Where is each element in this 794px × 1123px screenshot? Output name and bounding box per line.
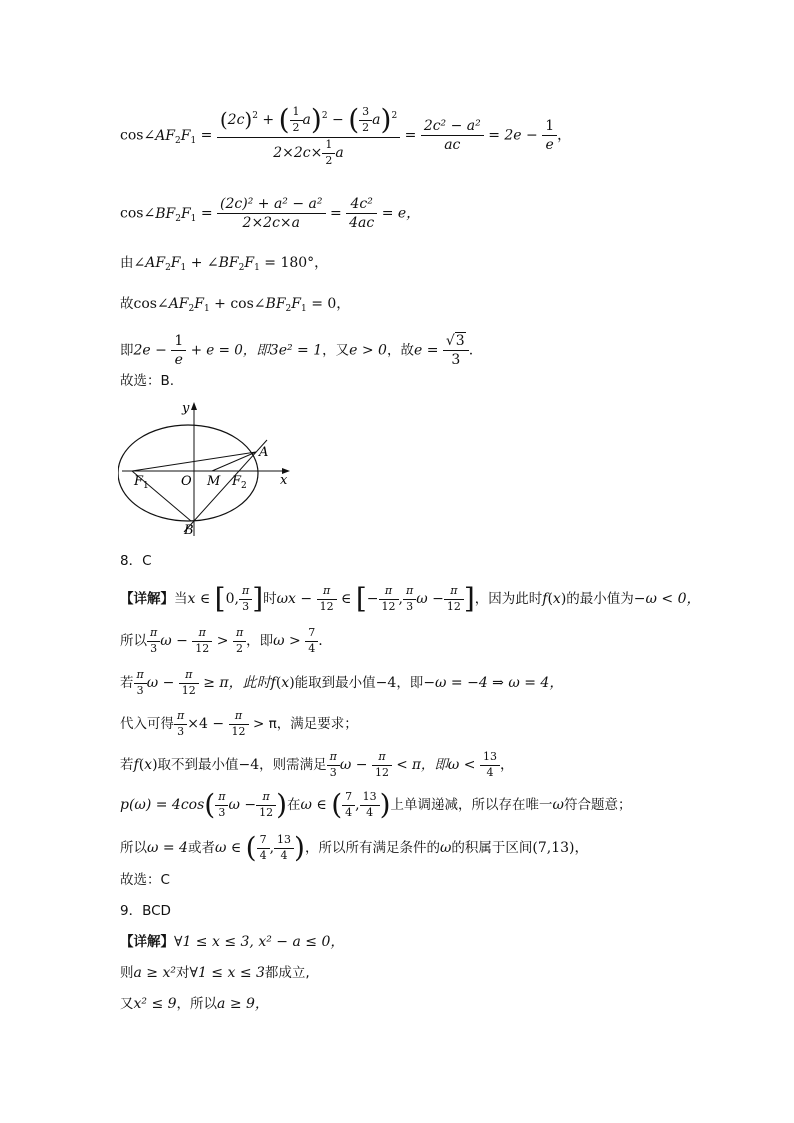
q9-l2c: 对 (176, 965, 190, 981)
cos-af-result (421, 118, 484, 153)
q8-l1d: 的最小值为 (566, 591, 634, 608)
den-text: 2×2c× (273, 145, 323, 162)
ellipse-figure (118, 398, 298, 538)
angle-sum-line: 由$\angle AF_2F_1$ + $\angle BF_2F_1 = 180^\circ$， (120, 255, 329, 273)
sqrt3-over-3: $\frac{√3}{3}$ (443, 333, 469, 368)
q8-line2: 所以 $\frac{\pi}{3}$ ω − $\frac{\pi}{12}$ > $\frac{\pi}{2}$ ，即ω > $\frac{7}{4}$ . (120, 626, 323, 655)
q8-detail-label: 【详解】 (120, 591, 174, 608)
cos-bf-result (346, 196, 377, 231)
cos-bf-res-num: 4c² (346, 196, 377, 214)
q8-l3f: −ω = −4 ⇒ ω = 4， (423, 675, 564, 692)
angle-name-bf2f1: $BF_2F_1$ (155, 205, 197, 224)
q9-l3c: ，所以 (176, 996, 218, 1012)
cos-bf-den: 2×2c×a (242, 215, 300, 232)
label-m: M (207, 474, 221, 489)
cos-bf-tail: = e， (381, 205, 421, 222)
result-tail: = 2e − (488, 127, 538, 144)
eq-mid3: ，又 (322, 342, 350, 359)
q8-l7e: 的积属于区间 (451, 840, 533, 857)
q8-l7f: (7,13)， (532, 840, 589, 857)
q8-l6a: p(ω) = 4cos (120, 797, 205, 814)
q8-line3: 若 $\frac{\pi}{3}$ ω − $\frac{\pi}{12}$ ≥ π，此时f(x)能取到最小值−4，即−ω = −4 ⇒ ω = 4， (120, 668, 564, 697)
q9-l2a: 则 (120, 965, 134, 981)
label-y: y (182, 401, 190, 416)
cos-sum-prefix: 故 (120, 296, 134, 312)
answer-8: 故选：C (120, 872, 170, 888)
q9-l2b: a ≥ x² (133, 965, 176, 981)
eq-prefix: 即 (120, 342, 134, 359)
q8-l7d: ，所以所有满足条件的 (304, 840, 440, 857)
q9-l3d: a ≥ 9， (217, 996, 269, 1012)
eq-mid4: e > 0 (349, 342, 387, 359)
result-num: 2c² − a² (421, 118, 484, 136)
label-f2: $F_2$ (232, 474, 247, 491)
q8-l6b: 在 (287, 797, 301, 814)
line-ab (184, 440, 267, 532)
q9-line2 (120, 966, 310, 981)
q9-line3 (120, 997, 269, 1012)
q8-l3c: 能取到最小值 (294, 675, 376, 692)
label-x: x (280, 473, 288, 488)
q8-l1c: ，因为此时 (474, 591, 543, 608)
cos-af-fraction: $(2c)^2$ + ( $\frac{1}{2}$ a)$^2$ − ( $\frac{3}{2}$ a)$^2$ 2×2c× $\frac{1}{2}$ a (217, 104, 400, 167)
q8-l5d: ，则需满足 (259, 757, 327, 774)
q8-line5: 若f(x)取不到最小值−4，则需满足 $\frac{\pi}{3}$ ω − $\frac{\pi}{12}$ < π，即ω < $\frac{13}{4}$ ， (120, 750, 514, 779)
formula-cos-bf2f1: $\cos\angle BF_2F_1$ = $\frac{\text{(2c)² + a² − a²}}{2\times 2c\times a}$ = $\frac{\text{4c²}}{4ac}$ = e， (120, 196, 421, 232)
q9-l2d: ∀1 ≤ x ≤ 3 (189, 965, 265, 981)
q8-l7a: 所以 (120, 840, 147, 857)
q8-line1: 【详解】当x ∈ [0, $\frac{\pi}{3}$ ]时ωx − $\frac{\pi}{12}$ ∈ [− $\frac{\pi}{12}$ , $\frac{\pi}{3}$ ω − $\frac{\pi}{12}$ ]，因为此时f(x)的最小值为−ω < 0， (120, 582, 701, 616)
q9-l3b: x² ≤ 9 (133, 996, 177, 1012)
q8-l1e: −ω < 0， (633, 591, 701, 608)
q9-l3a: 又 (120, 996, 134, 1012)
y-arrow (191, 402, 197, 410)
q8-l5b: 取不到最小值 (157, 757, 239, 774)
q8-l5a: 若 (120, 757, 134, 774)
q8-l3e: ，即 (396, 675, 424, 692)
q9-line1 (120, 935, 344, 950)
sum-prefix: 由 (120, 255, 134, 271)
eq-mid1: + e = 0，即 (190, 342, 270, 359)
q8-l3b: ≥ π，此时 (203, 675, 271, 692)
q9-l2e: 都成立, (264, 965, 310, 981)
label-o: O (181, 474, 192, 489)
q8-l2b: ，即 (246, 633, 274, 650)
eq-tail: e = (413, 342, 439, 359)
formula-cos-af2f1: $\cos\angle AF_2F_1$ = $(2c)^2$ + ( $\frac{1}{2}$ a)$^2$ − ( $\frac{3}{2}$ a)$^2$ 2×2c× $\frac{1}{2}$ a = $\frac{\text{2c² − a²}}{ac}$ = 2e − $\frac{1}{e}$ ， (120, 103, 572, 167)
q8-line6: p(ω) = 4cos( $\frac{\pi}{3}$ ω − $\frac{\pi}{12}$ )在ω ∈ ( $\frac{7}{4}$ , $\frac{13}{4}$ )上单调递减，所以存在唯一ω符合题意； (120, 788, 632, 822)
q8-l6c: 上单调递减，所以存在唯一 (390, 797, 553, 814)
eq-mid5: ，故 (386, 342, 414, 359)
segment-ma (212, 452, 256, 471)
q8-l1b: 时 (263, 591, 277, 608)
cos-label: cos∠ (120, 127, 156, 144)
eq-mid2: 3e² = 1 (269, 342, 323, 359)
label-b: B (184, 523, 194, 538)
cos-bf-res-den: 4ac (349, 215, 375, 232)
q8-line4: 代入可得 $\frac{\pi}{3}$ ×4 − $\frac{\pi}{12}$ > π，满足要求； (120, 709, 358, 738)
cos-bf-fraction (217, 196, 325, 231)
result-den: ac (444, 137, 461, 154)
cos-sum-line: 故$\cos\angle AF_2F_1$ + $\cos\angle BF_2F_1 = 0$， (120, 296, 351, 314)
q8-line7: 所以ω = 4或者ω ∈ ( $\frac{7}{4}$ , $\frac{13}{4}$ )，所以所有满足条件的ω的积属于区间(7,13)， (120, 831, 589, 865)
equation-line: 即2e − $\frac{1}{e}$ + e = 0，即3e² = 1，又e > 0，故e = $\frac{√3}{3}$ . (120, 333, 474, 369)
q8-l2a: 所以 (120, 633, 147, 650)
q8-l3d: −4 (375, 675, 397, 692)
label-f1: $F_1$ (134, 474, 149, 491)
q8-l4a: 代入可得 (120, 716, 174, 733)
cos-bf-num: (2c)² + a² − a² (217, 196, 325, 214)
sum-value: = 180°， (264, 255, 329, 271)
q8-l4b: > π，满足要求； (252, 716, 358, 733)
q8-l3a: 若 (120, 675, 134, 692)
angle-name-af2f1: $AF_2F_1$ (155, 127, 197, 146)
q8-l5e: < π，即 (396, 757, 448, 774)
q8-l5c: −4 (238, 757, 260, 774)
q9-detail-label: 【详解】 (120, 934, 174, 950)
cos-sum-value: = 0， (311, 296, 351, 312)
answer-7: 故选：B. (120, 373, 175, 389)
q8-l6d: 符合题意； (563, 797, 632, 814)
q9-l1: ∀1 ≤ x ≤ 3, x² − a ≤ 0， (174, 934, 345, 950)
q8-head: 8．C (120, 553, 152, 569)
q8-l1a: 当 (174, 591, 188, 608)
label-a: A (259, 445, 269, 460)
q9-head: 9．BCD (120, 903, 171, 919)
q8-l7c: 或者 (187, 840, 215, 857)
q8-l7b: ω = 4 (147, 840, 188, 857)
